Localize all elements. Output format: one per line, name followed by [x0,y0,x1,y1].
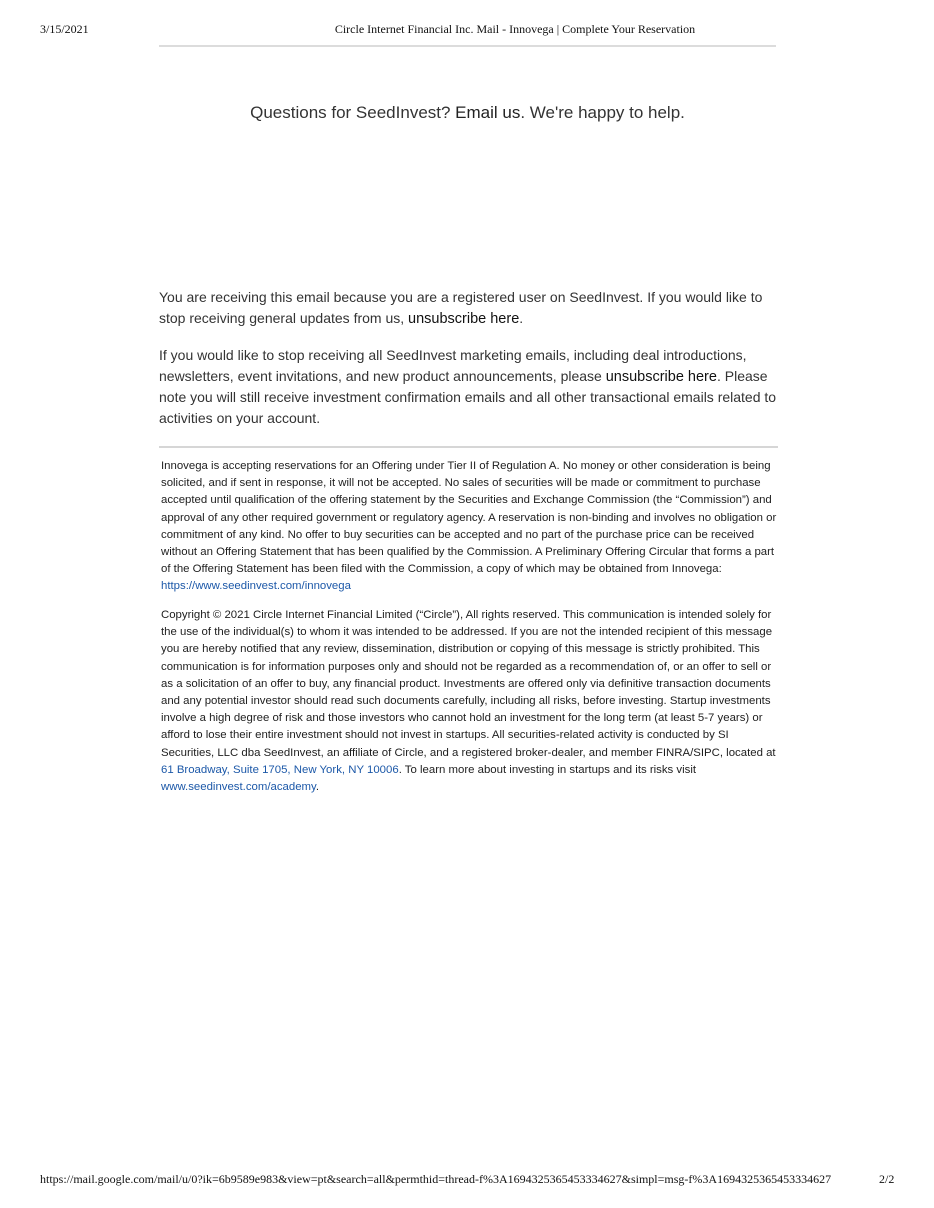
notice-1-end: . [519,309,524,326]
print-header [0,22,934,38]
page-number: 2/2 [879,1172,895,1186]
questions-suffix: . We're happy to help. [520,103,685,122]
questions-line [159,103,776,123]
address-link[interactable]: 61 Broadway, Suite 1705, New York, NY 10006 [161,763,399,776]
notice-2-end: . Please note you will still receive investment confirmation emails and all other transactional emails related to activities on your account. [159,367,777,426]
legal-2-text-2: . To learn more about investing in startups and its risks visit [398,763,697,776]
notice-1-text: You are receiving this email because you are a registered user on SeedInvest. If you would like to stop receiving general updates from us, [159,289,763,326]
print-url: https://mail.google.com/mail/u/0?ik=6b9589e983&view=pt&search=all&permthid=thread-f%3A1694325365453334627&simpl=msg-f%3A1694325365453334627 [40,1172,832,1186]
print-date: 3/15/2021 [40,22,89,36]
unsubscribe-general-link[interactable]: unsubscribe here [408,310,520,327]
print-title: Circle Internet Financial Inc. Mail - Innovega | Complete Your Reservation [334,22,696,36]
top-divider [159,45,776,47]
print-footer [0,1172,934,1188]
questions-prefix: Questions for SeedInvest? [250,103,456,122]
notice-2-text: If you would like to stop receiving all SeedInvest marketing emails, including deal introductions, newsletters, event invitations, and new product announcements, please [159,347,747,384]
email-us-link[interactable]: Email us [455,103,521,122]
legal-1-text: Innovega is accepting reservations for an Offering under Tier II of Regulation A. No money or other consideration is being solicited, and if sent in response, it will not be accepted. No sales of securities will be made or commitment to purchase accepted until qualification of the offering statement by the Securities and Exchange Commission (the “Commission”) and approval of any other required government or regulatory agency. A reservation is non-binding and involves no obligation or commitment of any kind. No offer to buy securities can be accepted and no part of the purchase price can be received without an Offering Statement that has been qualified by the Commission. A Preliminary Offering Circular that forms a part of the Offering Statement has been filed with the Commission, a copy of which may be obtained from Innovega: [161,460,777,576]
notice-registered-user [159,287,779,329]
legal-copyright-disclaimer [161,607,781,796]
academy-link[interactable]: www.seedinvest.com/academy [161,781,316,794]
notice-marketing-emails [159,345,779,428]
footer-divider [159,446,778,448]
innovega-offering-link[interactable]: https://www.seedinvest.com/innovega [161,580,351,593]
legal-2-text: Copyright © 2021 Circle Internet Financial Limited (“Circle”), All rights reserved. This communication is intended solely for the use of the individual(s) to whom it was intended to be addressed. If you are not the intended recipient of this message you are hereby notified that any review, dissemination, distribution or copying of this message is strictly prohibited. This communication is for information purposes only and should not be regarded as a recommendation of, or an offer to sell or as a solicitation of an offer to buy, any financial product. Investments are offered only via definitive transaction documents and any potential investor should read such documents carefully, including all risks, before investing. Startup investments involve a high degree of risk and those investors who cannot hold an investment for the long term (at least 5-7 years) or afford to lose their entire investment should not invest in startups. All securities-related activity is conducted by SI Securities, LLC dba SeedInvest, an affiliate of Circle, and a registered broker-dealer, and member FINRA/SIPC, located at [161,609,776,759]
unsubscribe-marketing-link[interactable]: unsubscribe here [605,368,717,385]
legal-2-end: . [315,781,320,794]
legal-offering-disclaimer [161,458,781,596]
